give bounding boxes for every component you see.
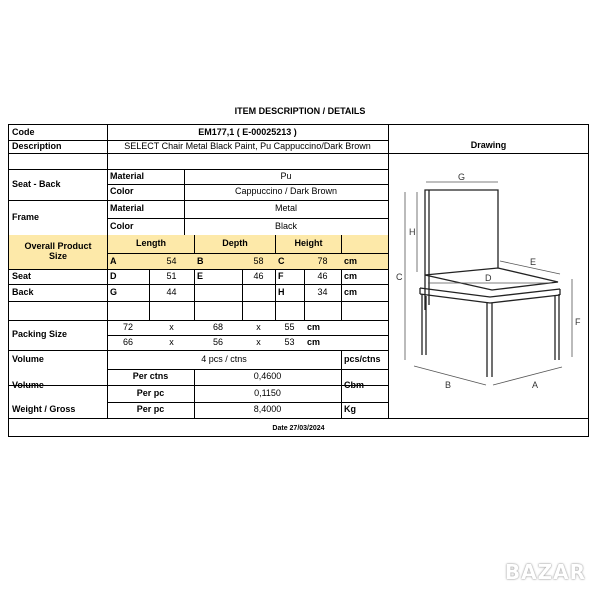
weight-value: 8,4000 [253,404,282,415]
weight-per-pc-label: Per pc [136,404,165,415]
dim-c-letter: C [396,272,403,282]
drawing-label: Drawing [470,139,507,150]
seat-f-key: F [278,270,284,281]
packing-2-x2: x [256,336,261,347]
seat-d-key: D [110,270,117,281]
packing-1-length: 72 [122,321,133,332]
back-g-value: 44 [166,286,177,297]
seat-unit: cm [344,270,358,281]
back-label: Back [12,286,34,297]
overall-unit: cm [344,255,358,266]
volume-per-ctns-value: 0,4600 [253,371,282,382]
description-label: Description [12,140,62,151]
packing-2-x1: x [169,336,174,347]
dim-h-letter: H [409,227,416,237]
packing-1-x1: x [169,321,174,332]
frame-label: Frame [12,211,40,222]
seat-back-label: Seat - Back [12,178,61,189]
dim-b-letter: B [445,380,452,390]
back-h-value: 34 [317,286,328,297]
code-label: Code [12,126,35,137]
length-header: Length [108,235,194,253]
overall-a-key: A [110,255,117,266]
document-title: ITEM DESCRIPTION / DETAILS [234,106,366,116]
volume-pcs-value: 4 pcs / ctns [201,353,247,364]
volume-pcs-label: Volume [12,353,44,364]
height-header: Height [276,235,341,253]
packing-1-x2: x [256,321,261,332]
volume-per-pc-value: 0,1150 [254,387,281,398]
back-g-key: G [110,286,118,297]
chair-drawing [390,155,588,417]
overall-b-value: 58 [253,255,264,266]
overall-b-key: B [197,255,204,266]
weight-unit: Kg [344,404,356,415]
packing-2-unit: cm [307,336,321,347]
seat-e-key: E [197,270,204,281]
seat-label: Seat [12,270,32,281]
packing-1-unit: cm [307,321,321,332]
volume-per-pc-label: Per pc [136,387,165,398]
frame-material-label: Material [110,203,145,214]
seat-back-color-value: Cappuccino / Dark Brown [234,186,338,197]
back-h-key: H [278,286,285,297]
description-value: SELECT Chair Metal Black Paint, Pu Cappuccino/Dark Brown [124,140,371,151]
dim-e-letter: E [530,257,537,267]
back-unit: cm [344,286,358,297]
depth-header: Depth [195,235,275,253]
overall-c-value: 78 [317,255,328,266]
overall-c-key: C [278,255,285,266]
packing-2-length: 66 [122,336,133,347]
dim-f-letter: F [575,317,581,327]
packing-2-height: 53 [284,336,295,347]
volume-pcs-unit: pcs/ctns [344,353,381,364]
code-value: EM177,1 ( E-00025213 ) [198,126,297,137]
dim-g-letter: G [458,172,466,182]
seat-back-material-value: Pu [280,170,292,181]
document-date: Date 27/03/2024 [272,425,325,432]
frame-color-value: Black [274,220,297,231]
seat-f-value: 46 [317,270,328,281]
bazar-watermark-logo: BAZAR [504,560,586,584]
packing-1-depth: 68 [212,321,223,332]
height-header-fill [342,235,388,253]
volume-cbm-unit: Cbm [344,379,364,390]
overall-a-value: 54 [166,255,177,266]
volume-cbm-label: Volume [12,379,44,390]
packing-1-height: 55 [284,321,295,332]
details-sheet [8,124,589,437]
dim-a-letter: A [532,380,539,390]
frame-material-value: Metal [274,203,297,214]
volume-per-ctns-label: Per ctns [132,371,169,382]
frame-color-label: Color [110,220,134,231]
seat-d-value: 51 [166,270,177,281]
seat-back-color-label: Color [110,186,134,197]
dim-d-letter: D [485,273,492,283]
packing-2-depth: 56 [212,336,223,347]
packing-size-label: Packing Size [12,329,68,340]
seat-back-material-label: Material [110,170,145,181]
weight-label: Weight / Gross [12,404,76,415]
overall-size-label: Overall Product Size [9,235,107,269]
seat-e-value: 46 [253,270,264,281]
